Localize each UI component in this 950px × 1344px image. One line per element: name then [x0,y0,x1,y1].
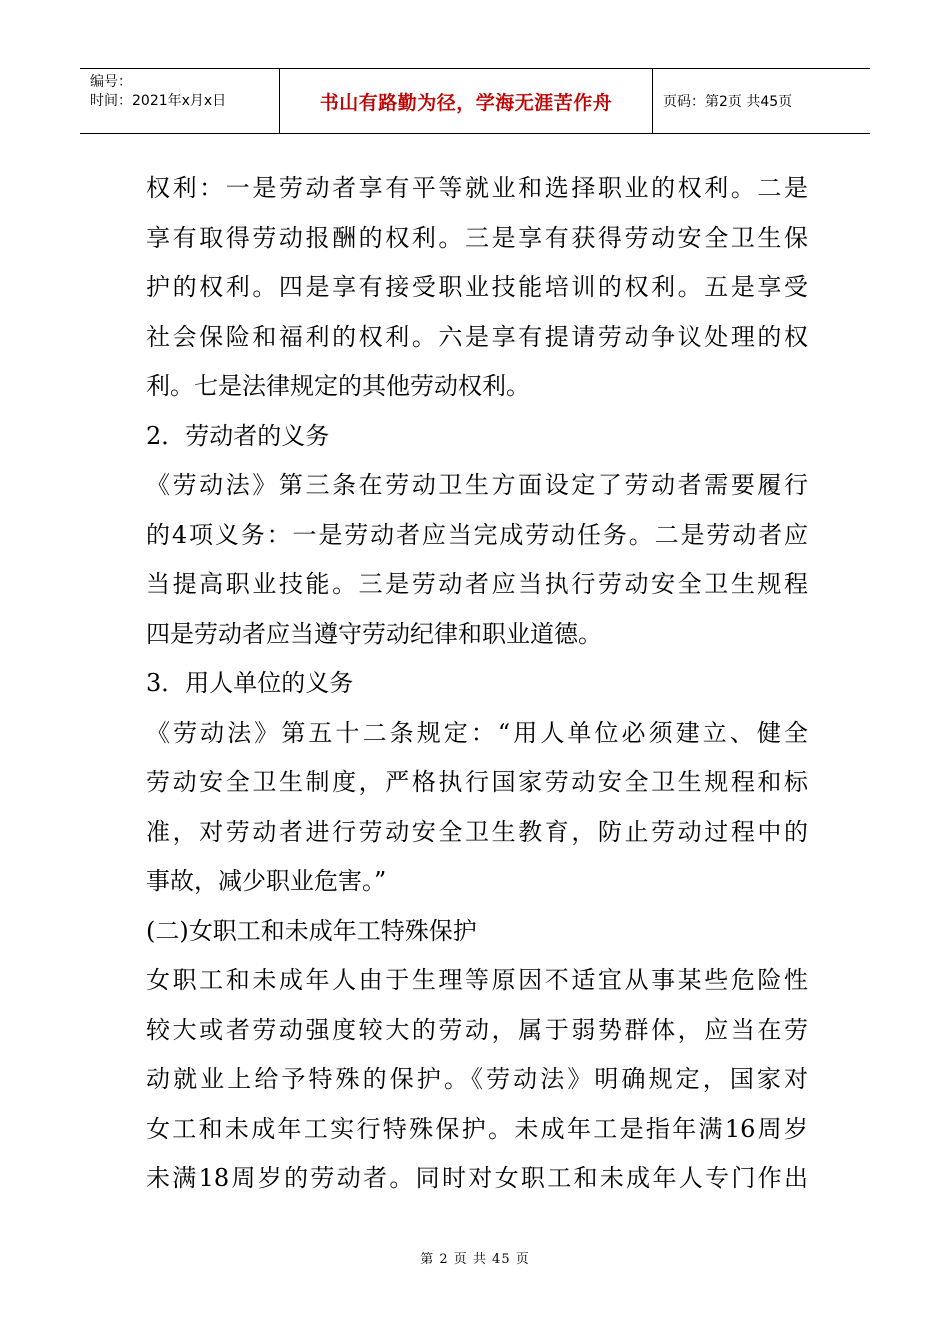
text-line: 的4项义务：一是劳动者应当完成劳动任务。二是劳动者应 [146,520,808,549]
text-line: 动就业上给予特殊的保护。《劳动法》明确规定，国家对 [146,1065,808,1093]
text-line: 《劳动法》第三条在劳动卫生方面设定了劳动者需要履行 [146,471,808,499]
section-heading: 3．用人单位的义务 [146,669,354,697]
text-line: 未满18周岁的劳动者。同时对女职工和未成年人专门作出 [146,1164,808,1192]
text-line: 当提高职业技能。三是劳动者应当执行劳动安全卫生规程 [146,570,808,598]
header-meta [80,69,280,133]
document-date-label: 时间：2021年x月x日 [90,93,227,109]
section-heading: 2．劳动者的义务 [146,421,330,450]
header-page-number: 页码：第2页 共45页 [663,94,793,110]
document-number-label: 编号： [90,74,132,90]
text-line: 四是劳动者应当遵守劳动纪律和职业道德。 [146,619,602,648]
text-line: 《劳动法》第五十二条规定：“用人单位必须建立、健全 [146,718,808,747]
text-line: 较大或者劳动强度较大的劳动，属于弱势群体，应当在劳 [146,1015,808,1044]
page-footer: 第 2 页 共 45 页 [420,1252,530,1267]
text-line: 事故，减少职业危害。” [146,867,387,895]
page-header [80,68,870,134]
text-line: 准，对劳动者进行劳动安全卫生教育，防止劳动过程中的 [146,817,808,846]
text-line: 女工和未成年工实行特殊保护。未成年工是指年满16周岁 [146,1114,808,1143]
text-line: 社会保险和福利的权利。六是享有提请劳动争议处理的权 [146,322,808,351]
section-heading: (二)女职工和未成年工特殊保护 [146,916,477,945]
text-line: 利。七是法律规定的其他劳动权利。 [146,372,530,400]
header-motto-cell [280,69,653,133]
text-line: 权利：一是劳动者享有平等就业和选择职业的权利。二是 [146,174,808,202]
document-body [146,164,808,1204]
header-motto: 书山有路勤为径，学海无涯苦作舟 [319,91,613,114]
text-line: 劳动安全卫生制度，严格执行国家劳动安全卫生规程和标 [146,768,808,796]
text-line: 护的权利。四是享有接受职业技能培训的权利。五是享受 [146,273,808,301]
text-line: 女职工和未成年人由于生理等原因不适宜从事某些危险性 [146,966,808,994]
header-page-cell [653,69,870,133]
text-line: 享有取得劳动报酬的权利。三是享有获得劳动安全卫生保 [146,223,808,252]
